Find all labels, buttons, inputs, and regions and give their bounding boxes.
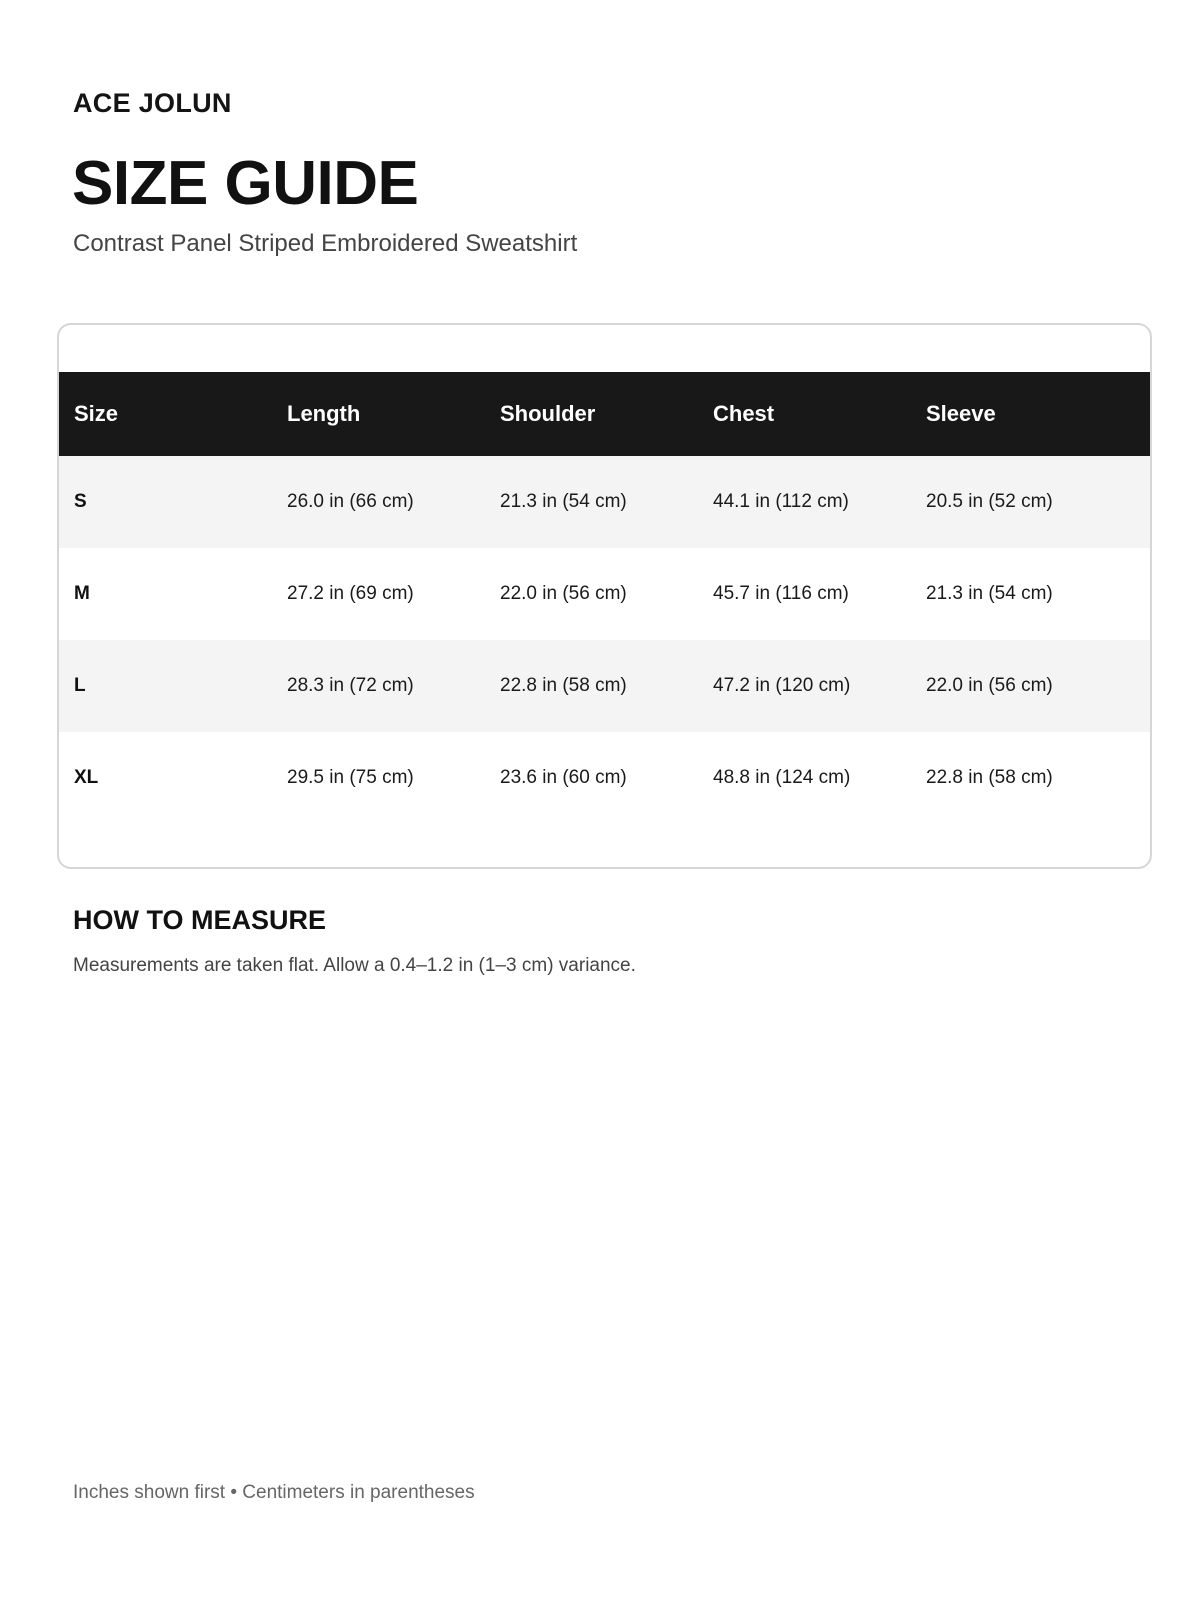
page-title: SIZE GUIDE [72,149,419,218]
size-table-body [59,456,1150,824]
size-table [59,372,1150,824]
how-to-measure-text: Measurements are taken flat. Allow a 0.4–1.2 in (1–3 cm) variance. [73,955,636,976]
table-row-l [59,640,1150,732]
shoulder-value: 22.8 in (58 cm) [500,675,627,696]
shoulder-value: 23.6 in (60 cm) [500,767,627,788]
size-label: M [74,583,90,604]
brand-name: ACE JOLUN [73,88,232,118]
sleeve-value: 21.3 in (54 cm) [926,583,1053,604]
size-label: L [74,675,86,696]
units-footnote: Inches shown first • Centimeters in parentheses [73,1482,475,1503]
column-header-sleeve: Sleeve [926,401,996,426]
shoulder-value: 22.0 in (56 cm) [500,583,627,604]
chest-value: 48.8 in (124 cm) [713,767,851,788]
length-value: 29.5 in (75 cm) [287,767,414,788]
length-value: 27.2 in (69 cm) [287,583,414,604]
column-header-size: Size [74,401,119,426]
column-header-chest: Chest [713,401,775,426]
sleeve-value: 22.0 in (56 cm) [926,675,1053,696]
sleeve-value: 20.5 in (52 cm) [926,491,1053,512]
sleeve-value: 22.8 in (58 cm) [926,767,1053,788]
chest-value: 47.2 in (120 cm) [713,675,851,696]
length-value: 26.0 in (66 cm) [287,491,414,512]
column-header-shoulder: Shoulder [500,401,596,426]
chest-value: 44.1 in (112 cm) [713,491,849,512]
size-label: S [74,491,87,512]
table-row-m [59,548,1150,640]
table-row-xl [59,732,1150,824]
size-label: XL [74,767,99,788]
column-header-length: Length [287,401,361,426]
shoulder-value: 21.3 in (54 cm) [500,491,627,512]
size-table-header [59,372,1150,456]
size-table-card [57,323,1152,869]
length-value: 28.3 in (72 cm) [287,675,414,696]
header-row [59,372,1150,456]
table-row-s [59,456,1150,548]
product-name: Contrast Panel Striped Embroidered Sweatshirt [73,230,578,257]
how-to-measure-heading: HOW TO MEASURE [73,905,327,935]
chest-value: 45.7 in (116 cm) [713,583,849,604]
